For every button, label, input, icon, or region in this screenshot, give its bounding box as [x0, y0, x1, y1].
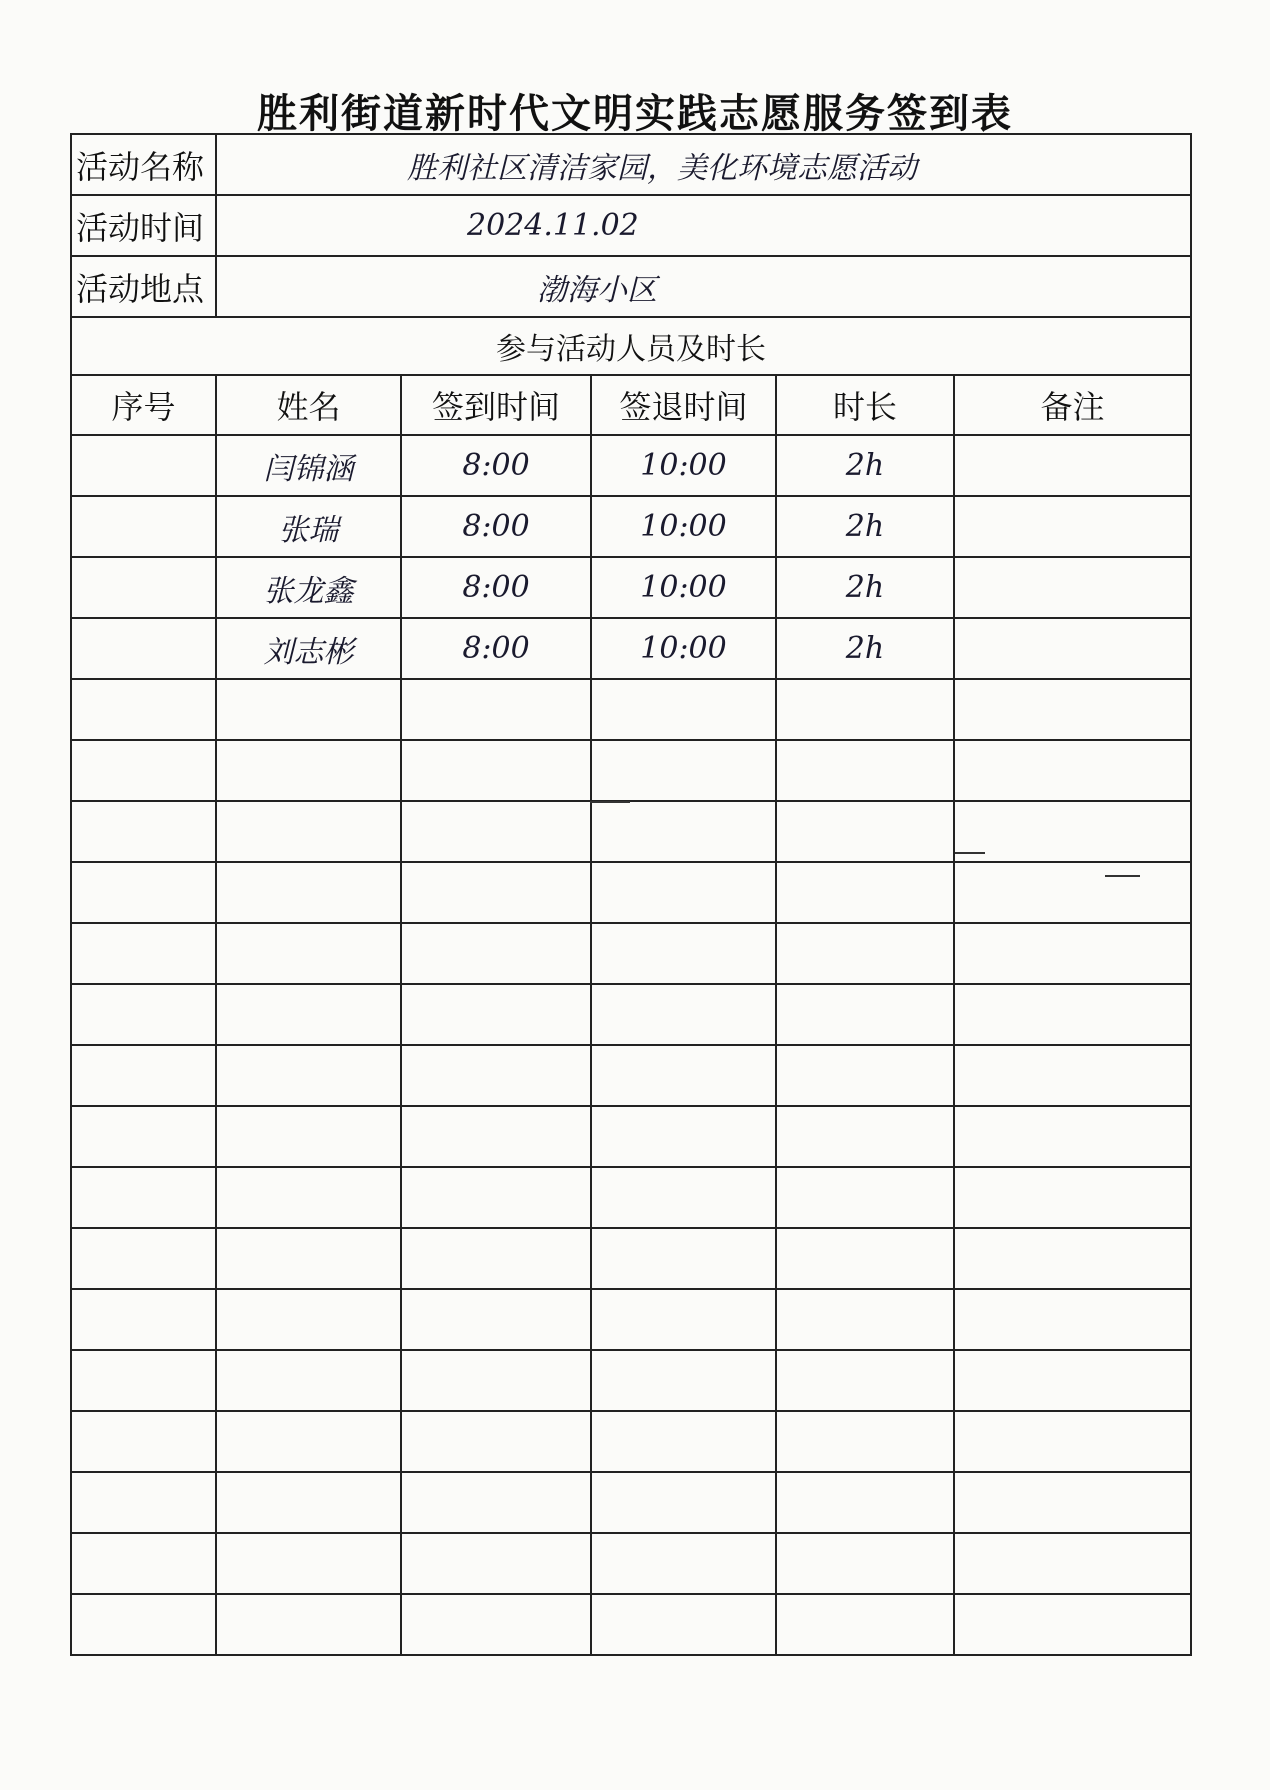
row-duration: 2h [776, 618, 954, 679]
empty-cell [591, 1350, 776, 1411]
empty-cell [591, 740, 776, 801]
col-header-note: 备注 [954, 375, 1191, 435]
empty-table-row [71, 1228, 1191, 1289]
empty-cell [401, 740, 591, 801]
row-sign-out: 10:00 [591, 618, 776, 679]
section-header-row [71, 317, 1191, 375]
empty-cell [776, 1594, 954, 1655]
empty-cell [71, 1106, 216, 1167]
empty-table-row [71, 1533, 1191, 1594]
empty-table-row [71, 1106, 1191, 1167]
empty-cell [954, 679, 1191, 740]
empty-cell [776, 1411, 954, 1472]
empty-cell [776, 1167, 954, 1228]
row-no [71, 557, 216, 618]
empty-cell [954, 1472, 1191, 1533]
col-header-sign-in: 签到时间 [401, 375, 591, 435]
empty-table-row [71, 1167, 1191, 1228]
empty-cell [954, 1045, 1191, 1106]
empty-cell [776, 1106, 954, 1167]
empty-cell [591, 923, 776, 984]
row-duration: 2h [776, 557, 954, 618]
empty-cell [71, 801, 216, 862]
empty-cell [954, 1106, 1191, 1167]
empty-cell [954, 1350, 1191, 1411]
empty-cell [216, 984, 401, 1045]
empty-cell [401, 1045, 591, 1106]
empty-table-row [71, 801, 1191, 862]
empty-cell [776, 923, 954, 984]
activity-name-value: 胜利社区清洁家园，美化环境志愿活动 [216, 134, 1191, 195]
empty-cell [216, 1045, 401, 1106]
activity-time-label: 活动时间 [71, 195, 216, 256]
row-sign-in: 8:00 [401, 618, 591, 679]
empty-cell [954, 862, 1191, 923]
activity-place-value: 渤海小区 [216, 256, 1191, 317]
empty-cell [954, 1228, 1191, 1289]
activity-time-row [71, 195, 1191, 256]
empty-cell [71, 679, 216, 740]
empty-cell [216, 740, 401, 801]
empty-table-row [71, 679, 1191, 740]
empty-cell [776, 1289, 954, 1350]
activity-time-value: 2024.11.02 [216, 195, 1191, 256]
empty-cell [401, 1411, 591, 1472]
empty-cell [401, 1350, 591, 1411]
empty-cell [954, 801, 1191, 862]
empty-cell [591, 801, 776, 862]
empty-table-row [71, 740, 1191, 801]
empty-cell [954, 740, 1191, 801]
empty-cell [954, 984, 1191, 1045]
row-name: 闫锦涵 [216, 435, 401, 496]
empty-cell [954, 1533, 1191, 1594]
empty-cell [591, 1167, 776, 1228]
empty-cell [71, 740, 216, 801]
empty-cell [71, 984, 216, 1045]
empty-cell [401, 1533, 591, 1594]
empty-cell [401, 862, 591, 923]
empty-table-row [71, 862, 1191, 923]
empty-cell [591, 1228, 776, 1289]
stray-mark [1105, 875, 1140, 877]
row-sign-in: 8:00 [401, 496, 591, 557]
empty-cell [591, 1106, 776, 1167]
form-title: 胜利街道新时代文明实践志愿服务签到表 [257, 91, 1013, 137]
row-sign-in: 8:00 [401, 557, 591, 618]
empty-table-row [71, 1350, 1191, 1411]
empty-cell [954, 1167, 1191, 1228]
empty-cell [71, 1350, 216, 1411]
row-sign-out: 10:00 [591, 435, 776, 496]
empty-cell [776, 984, 954, 1045]
empty-cell [216, 679, 401, 740]
table-row [71, 557, 1191, 618]
empty-cell [776, 801, 954, 862]
empty-cell [591, 679, 776, 740]
row-no [71, 618, 216, 679]
empty-cell [401, 984, 591, 1045]
row-name: 张龙鑫 [216, 557, 401, 618]
empty-cell [401, 1167, 591, 1228]
empty-cell [401, 1228, 591, 1289]
empty-cell [216, 1228, 401, 1289]
empty-cell [216, 1167, 401, 1228]
empty-cell [591, 984, 776, 1045]
empty-cell [216, 1533, 401, 1594]
row-sign-out: 10:00 [591, 557, 776, 618]
row-sign-in: 8:00 [401, 435, 591, 496]
empty-cell [71, 1228, 216, 1289]
empty-cell [591, 1045, 776, 1106]
empty-cell [776, 1045, 954, 1106]
empty-cell [71, 862, 216, 923]
empty-cell [401, 1106, 591, 1167]
empty-cell [216, 1411, 401, 1472]
row-note [954, 496, 1191, 557]
empty-table-row [71, 1289, 1191, 1350]
empty-cell [216, 1350, 401, 1411]
empty-cell [591, 1289, 776, 1350]
row-duration: 2h [776, 435, 954, 496]
empty-cell [71, 1533, 216, 1594]
empty-cell [216, 1472, 401, 1533]
empty-cell [776, 862, 954, 923]
empty-cell [591, 1472, 776, 1533]
empty-cell [216, 862, 401, 923]
empty-cell [776, 679, 954, 740]
empty-cell [401, 923, 591, 984]
empty-cell [591, 1533, 776, 1594]
empty-cell [954, 1594, 1191, 1655]
sign-in-table [70, 133, 1192, 1656]
empty-cell [776, 1533, 954, 1594]
empty-cell [591, 1411, 776, 1472]
empty-cell [776, 1472, 954, 1533]
empty-cell [776, 1228, 954, 1289]
column-header-row [71, 375, 1191, 435]
empty-cell [591, 1594, 776, 1655]
section-title: 参与活动人员及时长 [71, 317, 1191, 375]
empty-table-row [71, 984, 1191, 1045]
empty-cell [216, 923, 401, 984]
empty-table-row [71, 1045, 1191, 1106]
stray-mark [955, 852, 985, 854]
empty-cell [71, 1045, 216, 1106]
table-row [71, 435, 1191, 496]
row-note [954, 557, 1191, 618]
col-header-sign-out: 签退时间 [591, 375, 776, 435]
empty-cell [401, 1594, 591, 1655]
empty-cell [71, 1594, 216, 1655]
activity-name-label: 活动名称 [71, 134, 216, 195]
row-note [954, 435, 1191, 496]
empty-cell [71, 1167, 216, 1228]
empty-cell [401, 679, 591, 740]
empty-cell [591, 862, 776, 923]
empty-table-row [71, 923, 1191, 984]
row-no [71, 435, 216, 496]
empty-cell [401, 1289, 591, 1350]
row-no [71, 496, 216, 557]
col-header-name: 姓名 [216, 375, 401, 435]
activity-name-row [71, 134, 1191, 195]
activity-place-label: 活动地点 [71, 256, 216, 317]
empty-cell [71, 1289, 216, 1350]
empty-cell [776, 740, 954, 801]
empty-cell [71, 1411, 216, 1472]
empty-table-row [71, 1411, 1191, 1472]
col-header-duration: 时长 [776, 375, 954, 435]
empty-cell [71, 1472, 216, 1533]
row-name: 张瑞 [216, 496, 401, 557]
stray-mark [590, 801, 630, 803]
row-name: 刘志彬 [216, 618, 401, 679]
empty-table-row [71, 1594, 1191, 1655]
empty-table-row [71, 1472, 1191, 1533]
table-row [71, 496, 1191, 557]
empty-cell [216, 1106, 401, 1167]
col-header-no: 序号 [71, 375, 216, 435]
row-duration: 2h [776, 496, 954, 557]
table-row [71, 618, 1191, 679]
empty-cell [216, 1594, 401, 1655]
empty-cell [401, 1472, 591, 1533]
empty-cell [71, 923, 216, 984]
row-note [954, 618, 1191, 679]
empty-cell [954, 1411, 1191, 1472]
empty-cell [954, 1289, 1191, 1350]
row-sign-out: 10:00 [591, 496, 776, 557]
empty-cell [776, 1350, 954, 1411]
empty-cell [216, 801, 401, 862]
empty-cell [401, 801, 591, 862]
activity-place-row [71, 256, 1191, 317]
empty-cell [216, 1289, 401, 1350]
empty-cell [954, 923, 1191, 984]
